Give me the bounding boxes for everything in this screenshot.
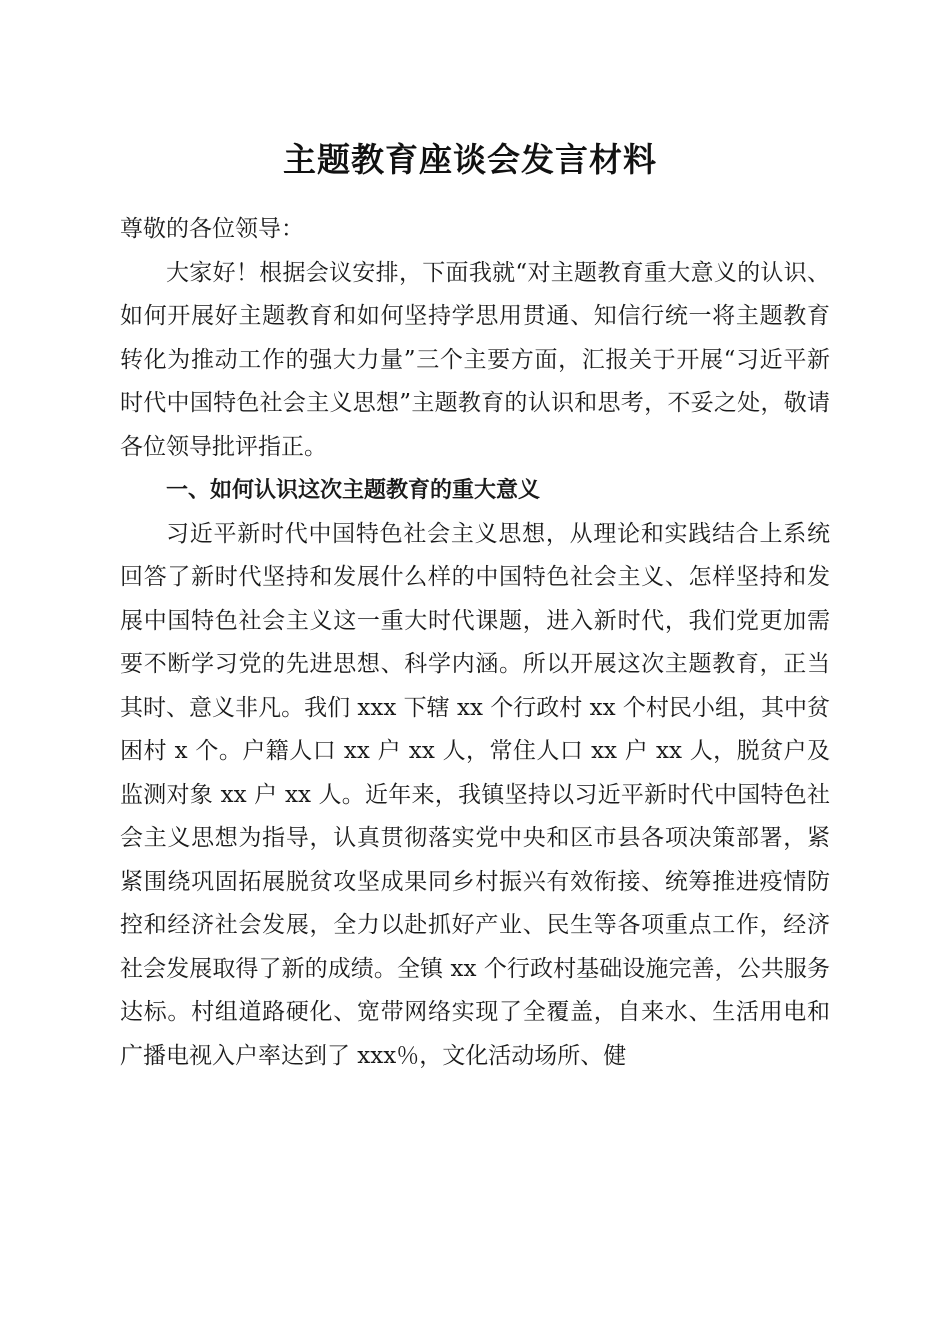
salutation: 尊敬的各位领导：: [120, 216, 304, 242]
section-paragraph: 习近平新时代中国特色社会主义思想，从理论和实践结合上系统回答了新时代坚持和发展什么样的中国特色社会主义、怎样坚持和发展中国特色社会主义这一重大时代课题，进入新时代，我们党更加需要不断学习党的先进思想、科学内涵。所以开展这次主题教育，正当其时、意义非凡。我们 xxx 下辖 xx 个行政村 xx 个村民小组，其中贫困村 x 个。户籍人口 xx 户 xx 人，常住人口 xx 户 xx 人，脱贫户及监测对象 xx 户 xx 人。近年来，我镇坚持以习近平新时代中国特色社会主义思想为指导，认真贯彻落实党中央和区市县各项决策部署，紧紧围绕巩固拓展脱贫攻坚成果同乡村振兴有效衔接、统筹推进疫情防控和经济社会发展，全力以赴抓好产业、民生等各项重点工作，经济社会发展取得了新的成绩。全镇 xx 个行政村基础设施完善，公共服务达标。村组道路硬化、宽带网络实现了全覆盖，自来水、生活用电和广播电视入户率达到了 xxx％，文化活动场所、健: [120, 520, 830, 1069]
document-body: [120, 208, 830, 1078]
intro-paragraph: 大家好！根据会议安排，下面我就“对主题教育重大意义的认识、如何开展好主题教育和如何坚持学思用贯通、知信行统一将主题教育转化为推动工作的强大力量”三个主要方面，汇报关于开展“习近平新时代中国特色社会主义思想”主题教育的认识和思考，不妥之处，敬请各位领导批评指正。: [120, 259, 830, 460]
section-heading: 一、如何认识这次主题教育的重大意义: [166, 478, 541, 503]
document-title: 主题教育座谈会发言材料: [283, 140, 657, 179]
